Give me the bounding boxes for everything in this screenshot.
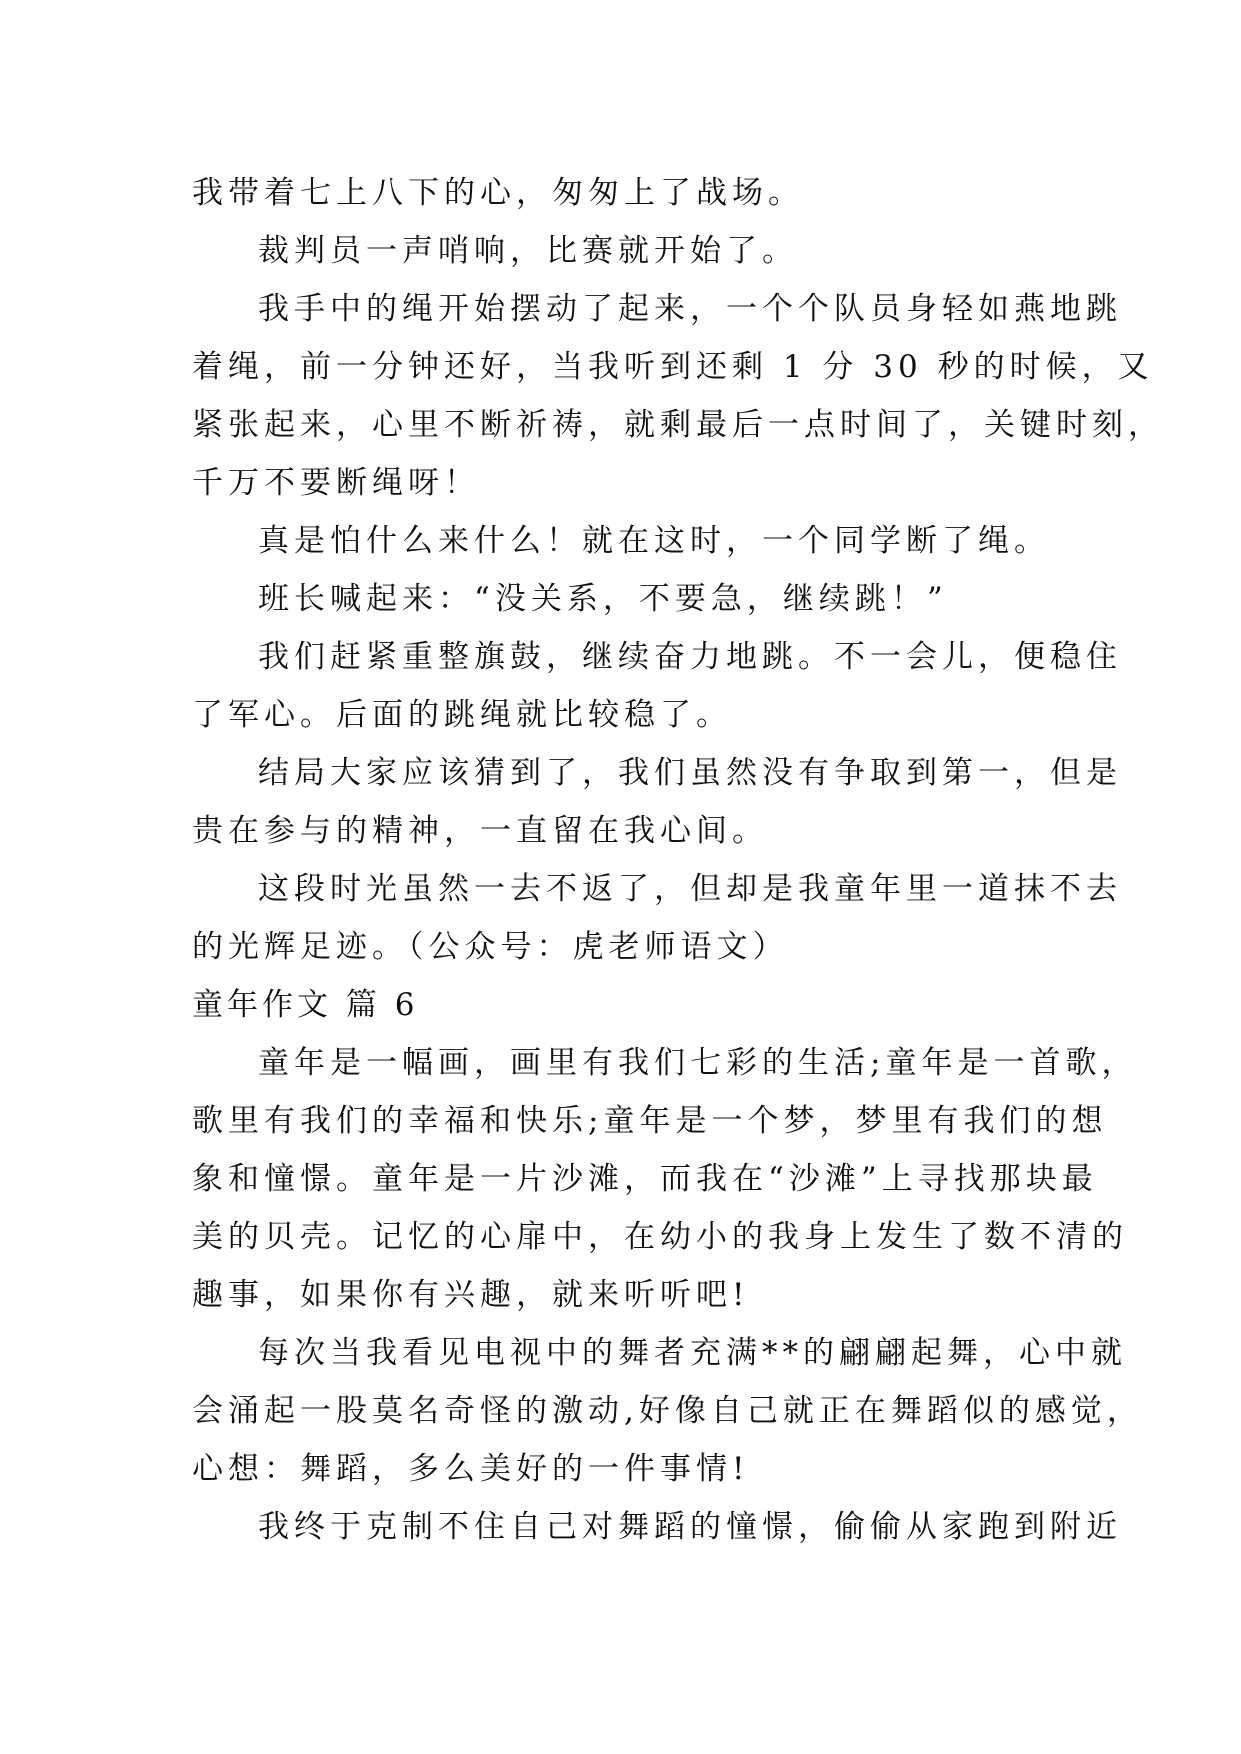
document-page <box>192 164 1164 1556</box>
text-line: 每次当我看见电视中的舞者充满**的翩翩起舞，心中就 <box>258 1335 1127 1371</box>
text-line: 的光辉足迹。（公众号：虎老师语文） <box>192 929 789 965</box>
text-line: 会涌起一股莫名奇怪的激动,好像自己就正在舞蹈似的感觉， <box>192 1393 1143 1429</box>
text-line: 心想：舞蹈，多么美好的一件事情! <box>192 1451 750 1487</box>
text-line: 趣事，如果你有兴趣，就来听听吧! <box>192 1277 750 1313</box>
text-line: 这段时光虽然一去不返了，但却是我童年里一道抹不去 <box>258 871 1122 907</box>
text-line: 歌里有我们的幸福和快乐;童年是一个梦，梦里有我们的想 <box>192 1103 1108 1139</box>
text-line: 结局大家应该猜到了，我们虽然没有争取到第一，但是 <box>258 755 1122 791</box>
text-line: 班长喊起来：“没关系，不要急，继续跳！” <box>258 581 948 617</box>
text-line: 我手中的绳开始摆动了起来，一个个队员身轻如燕地跳 <box>258 291 1122 327</box>
text-line: 裁判员一声哨响，比赛就开始了。 <box>258 233 798 269</box>
text-line: 真是怕什么来什么！就在这时，一个同学断了绳。 <box>258 523 1050 559</box>
text-line: 紧张起来，心里不断祈祷，就剩最后一点时间了，关键时刻， <box>192 407 1164 443</box>
text-line: 我们赶紧重整旗鼓，继续奋力地跳。不一会儿，便稳住 <box>258 639 1122 675</box>
text-line: 象和憧憬。童年是一片沙滩，而我在“沙滩”上寻找那块最 <box>192 1161 1098 1197</box>
text-line: 贵在参与的精神，一直留在我心间。 <box>192 813 768 849</box>
section-heading: 童年作文 篇 6 <box>192 987 419 1023</box>
text-line: 着绳，前一分钟还好，当我听到还剩 1 分 30 秒的时候，又 <box>192 349 1154 385</box>
text-line: 我带着七上八下的心，匆匆上了战场。 <box>192 175 804 211</box>
text-line: 千万不要断绳呀！ <box>192 465 480 501</box>
text-line: 童年是一幅画，画里有我们七彩的生活;童年是一首歌， <box>258 1045 1138 1081</box>
text-line: 美的贝壳。记忆的心扉中，在幼小的我身上发生了数不清的 <box>192 1219 1128 1255</box>
text-line: 了军心。后面的跳绳就比较稳了。 <box>192 697 732 733</box>
text-line: 我终于克制不住自己对舞蹈的憧憬，偷偷从家跑到附近 <box>258 1509 1122 1545</box>
